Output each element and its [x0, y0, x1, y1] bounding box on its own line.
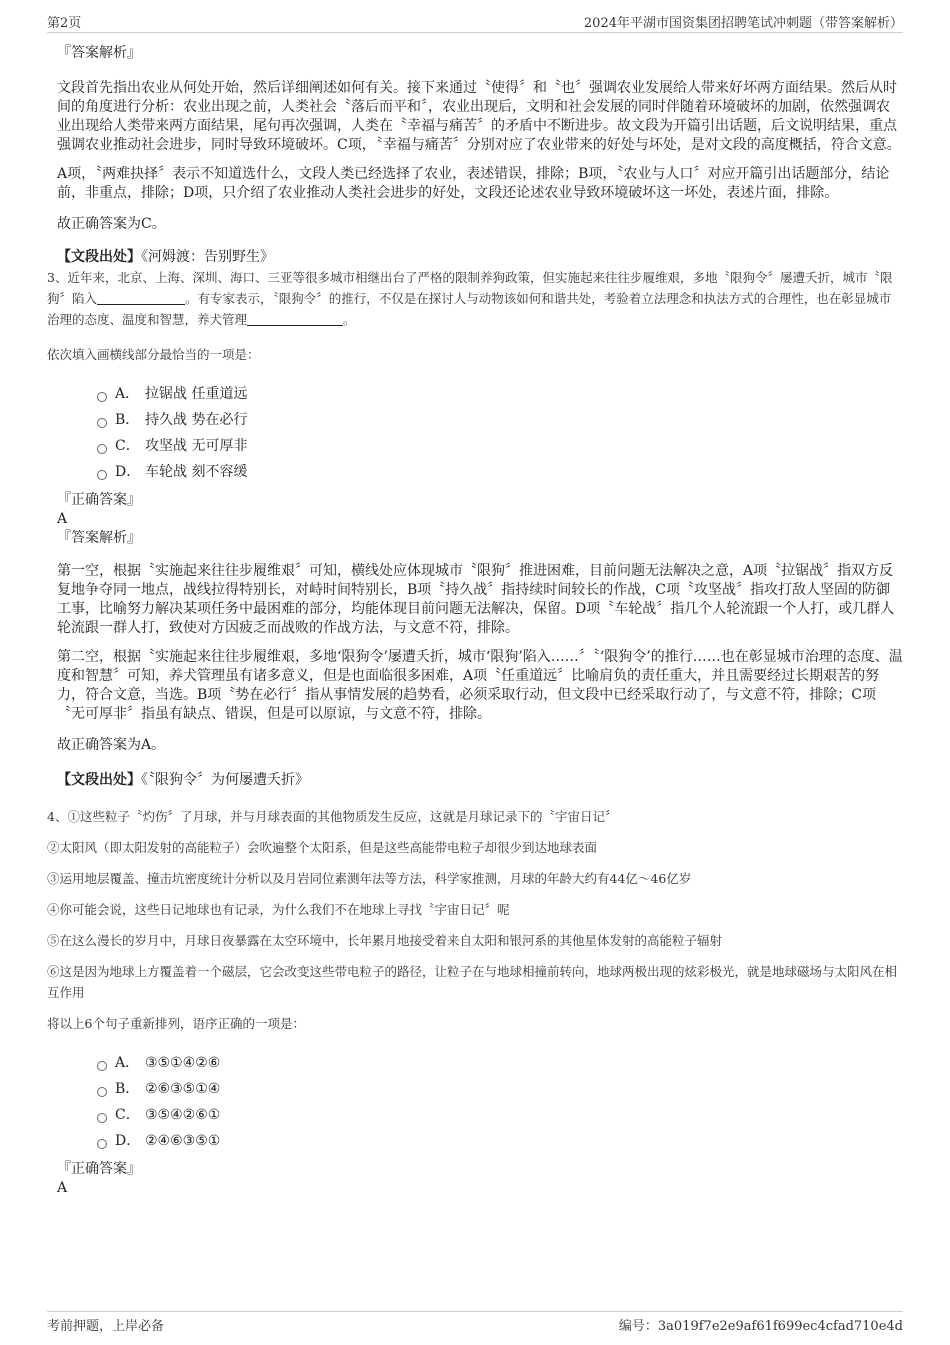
q2-source-title: 《河姆渡：告别野生》 — [141, 249, 274, 265]
radio-icon[interactable] — [97, 1061, 107, 1071]
q4-option-b[interactable]: B． ②⑥③⑤①④ — [97, 1076, 903, 1102]
q3-analysis-para2: 第二空，根据〝实施起来往往步履维艰，多地‘限狗令’屡遭夭折，城市‘限狗’陷入……〞〝‘限狗令’的推行……也在彰显城市治理的态度、温度和智慧〞可知，养犬管理虽有诸多意义，但是也面临很多困难，A项〝任重道远〞比喻肩负的责任重大，并且需要经过长期艰苦的努力，符合文意，当选。B项〝势在必行〞指从事情发展的趋势看，必须采取行动，但文段中已经采取行动了，与文意不符，排除；C项〝无可厚非〞指虽有缺点、错误，但是可以原谅，与文意不符，排除。 — [57, 649, 903, 722]
radio-icon[interactable] — [97, 444, 107, 454]
q4-option-d[interactable]: D． ②④⑥③⑤① — [97, 1128, 903, 1154]
q3-option-c[interactable]: C． 攻坚战 无可厚非 — [97, 433, 903, 459]
q4-sentence-4: ④你可能会说，这些日记地球也有记录，为什么我们不在地球上寻找〝宇宙日记〞呢 — [47, 902, 510, 917]
q3-option-b[interactable]: B． 持久战 势在必行 — [97, 407, 903, 433]
footer-document-id: 编号：3a019f7e2e9af61f699ec4cfad710e4d — [618, 1319, 903, 1334]
q4-sentence-5: ⑤在这么漫长的岁月中，月球日夜暴露在太空环境中，长年累月地接受着来自太阳和银河系的其他星体发射的高能粒子辐射 — [47, 933, 723, 948]
q3-answer-label: 『正确答案』 — [57, 492, 141, 508]
radio-icon[interactable] — [97, 1139, 107, 1149]
q3-option-a[interactable]: A． 拉锯战 任重道远 — [97, 381, 903, 407]
q3-analysis-label: 『答案解析』 — [57, 530, 141, 546]
q3-source — [47, 771, 903, 790]
q3-stem-part3: 。 — [343, 312, 356, 327]
q4-options — [97, 1050, 903, 1154]
document-title: 2024年平湖市国资集团招聘笔试冲刺题（带答案解析） — [583, 16, 903, 31]
q4-sentence-2: ②太阳风（即太阳发射的高能粒子）会吹遍整个太阳系，但是这些高能带电粒子却很少到达地球表面 — [47, 840, 598, 855]
q3-stem-part1: 3、近年来，北京、上海、深圳、海口、三亚等很多城市相继出台了严格的限制养狗政策，但实施起来往往步履维艰，多地〝限狗令〞屡遭夭折，城市〝限狗〞陷入 — [47, 270, 893, 306]
radio-icon[interactable] — [97, 392, 107, 402]
q3-source-title: 《〝限狗令〞为何屡遭夭折》 — [141, 772, 309, 788]
q3-stem-part2: 。有专家表示，〝限狗令〞的推行，不仅是在探讨人与动物该如何和谐共处，考验着立法理念和执法方式的合理性，也在彰显城市治理的态度、温度和智慧，养犬管理 — [47, 291, 892, 327]
document-body — [47, 44, 903, 1198]
q4-answer: A — [57, 1180, 68, 1196]
q4-sentence-3: ③运用地层覆盖、撞击坑密度统计分析以及月岩同位素测年法等方法，科学家推测，月球的年龄大约有44亿～46亿岁 — [47, 871, 692, 886]
page-header — [47, 10, 903, 33]
q3-blank-1 — [97, 292, 185, 305]
radio-icon[interactable] — [97, 1087, 107, 1097]
q3-analysis-para1: 第一空，根据〝实施起来往往步履维艰〞可知，横线处应体现城市〝限狗〞推进困难，目前问题无法解决之意，A项〝拉锯战〞指双方反复地争夺同一地点，战线拉得特别长，对峙时间特别长，B项〝持久战〞指持续时间较长的作战，C项〝攻坚战〞指攻打敌人坚固的防御工事，比喻努力解决某项任务中最困难的部分，均能体现目前问题无法解决，保留。D项〝车轮战〞指几个人轮流跟一个人打，或几群人轮流跟一群人打，致使对方因疲乏而战败的作战方法，与文意不符，排除。 — [57, 563, 895, 636]
page-number: 第2页 — [47, 16, 82, 31]
q3-instruction: 依次填入画横线部分最恰当的一项是： — [47, 347, 260, 362]
q4-sentence-1: 4、①这些粒子〝灼伤〞了月球，并与月球表面的其他物质发生反应，这就是月球记录下的〝宇宙日记〞 — [47, 809, 618, 824]
q2-analysis-para2: A项，〝两难抉择〞表示不知道选什么，文段人类已经选择了农业，表述错误，排除；B项，〝农业与人口〞对应开篇引出话题部分，结论前，非重点，排除；D项，只介绍了农业推动人类社会进步的好处，文段还论述农业导致环境破坏这一坏处，表述片面，排除。 — [57, 166, 890, 201]
page-footer — [47, 1311, 903, 1338]
q3-stem — [47, 267, 903, 330]
footer-slogan: 考前押题，上岸必备 — [47, 1319, 165, 1334]
q4-option-c[interactable]: C． ③⑤④②⑥① — [97, 1102, 903, 1128]
q2-analysis-label: 『答案解析』 — [57, 45, 141, 61]
q3-options — [97, 381, 903, 485]
q3-answer: A — [57, 511, 68, 527]
q3-source-label: 【文段出处】 — [57, 772, 141, 788]
q3-conclusion: 故正确答案为A。 — [57, 737, 166, 753]
q3-option-d[interactable]: D． 车轮战 刻不容缓 — [97, 459, 903, 485]
q2-source — [47, 248, 903, 267]
q4-answer-label: 『正确答案』 — [57, 1161, 141, 1177]
radio-icon[interactable] — [97, 470, 107, 480]
radio-icon[interactable] — [97, 1113, 107, 1123]
q3-blank-2 — [247, 313, 343, 326]
q4-option-a[interactable]: A． ③⑤①④②⑥ — [97, 1050, 903, 1076]
q4-sentence-6: ⑥这是因为地球上方覆盖着一个磁层，它会改变这些带电粒子的路径，让粒子在与地球相撞前转向，地球两极出现的炫彩极光，就是地球磁场与太阳风在相互作用 — [47, 964, 898, 1000]
q2-source-label: 【文段出处】 — [57, 249, 141, 265]
q2-analysis-para1: 文段首先指出农业从何处开始，然后详细阐述如何有关。接下来通过〝使得〞和〝也〞强调农业发展给人带来好坏两方面结果。然后从时间的角度进行分析：农业出现之前，人类社会〝落后而平和〞，农业出现后，文明和社会发展的同时伴随着环境破坏的加剧，依然强调农业出现给人类带来两方面结果，尾句再次强调，人类在〝幸福与痛苦〞的矛盾中不断进步。故文段为开篇引出话题，后文说明结果，重点强调农业推动社会进步，同时导致环境破坏。C项，〝幸福与痛苦〞分别对应了农业带来的好处与坏处，是对文段的高度概括，符合文意。 — [57, 80, 901, 153]
radio-icon[interactable] — [97, 418, 107, 428]
q2-conclusion: 故正确答案为C。 — [57, 216, 166, 232]
q4-instruction: 将以上6个句子重新排列，语序正确的一项是： — [47, 1016, 305, 1031]
